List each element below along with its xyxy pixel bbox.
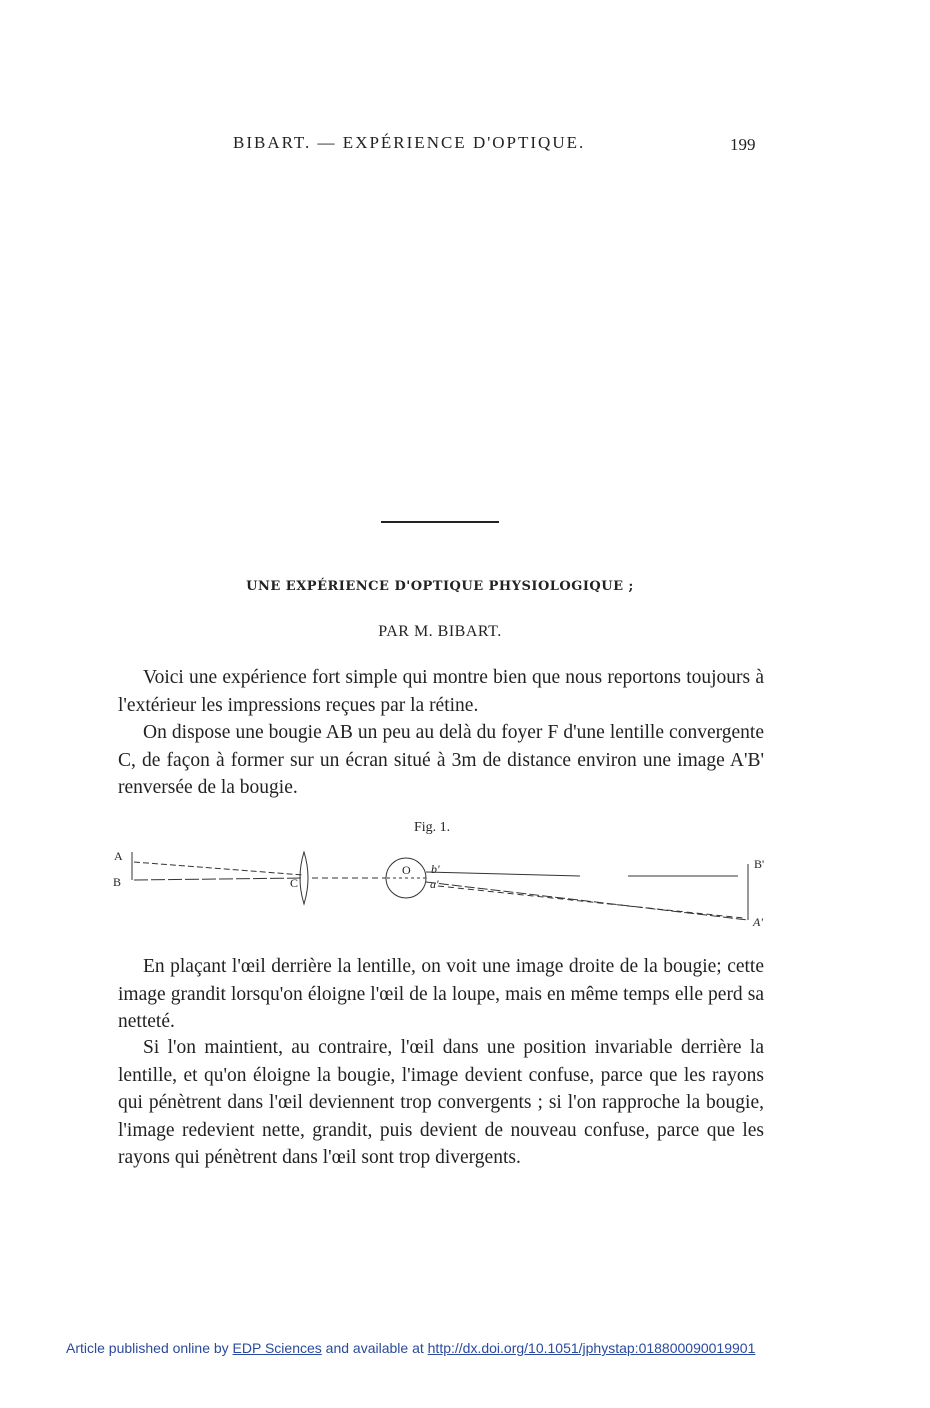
figure-caption: Fig. 1. [414,820,451,835]
separator-rule [381,521,499,523]
label-a-prime: A' [753,915,763,929]
page-number: 199 [730,135,756,154]
label-b: B [113,875,122,889]
doi-link[interactable]: http://dx.doi.org/10.1051/jphystap:018800090019901 [427,1340,756,1356]
paragraph-4 [118,1034,764,1172]
footer-notice [66,1340,755,1356]
publisher-link[interactable]: EDP Sciences [232,1340,322,1356]
paragraph-1-text: Voici une expérience fort simple qui montre bien que nous reportons toujours à l'extérieur les impressions reçues par la rétine. [118,667,764,716]
running-header: BIBART. — EXPÉRIENCE D'OPTIQUE. [233,133,586,152]
article-title: UNE EXPÉRIENCE D'OPTIQUE PHYSIOLOGIQUE ; [246,579,634,594]
paragraph-4-text: Si l'on maintient, au contraire, l'œil dans une position invariable derrière la lentille, et qu'on éloigne la bougie, l'image devient confuse, parce que les rayons qui pénètrent dans l'œil deviennent trop convergents ; si l'on rapproche la bougie, l'image redevient nette, grandit, puis devient de nouveau confuse, parce que les rayons qui pénètrent dans l'œil sont trop divergents. [118,1037,764,1168]
ray-upper [134,862,303,875]
ray-lower [134,878,303,880]
paragraph-3-text: En plaçant l'œil derrière la lentille, on voit une image droite de la bougie; cette image grandit lorsqu'on éloigne l'œil de la loupe, mais en même temps elle perd sa netteté. [118,956,764,1032]
footer-prefix: Article published online by [66,1340,233,1356]
label-b-small: b' [431,862,440,876]
article-author: PAR M. BIBART. [378,623,502,640]
label-a: A [114,849,123,863]
label-o: O [402,863,411,877]
paragraph-2-text: On dispose une bougie AB un peu au delà du foyer F d'une lentille convergente C, de façon à former sur un écran situé à 3m de distance environ une image A'B' renversée de la bougie. [118,722,764,798]
label-c: C [290,876,299,890]
ray-to-screen-upper [426,872,580,876]
lens-c-shape [300,852,308,904]
optics-figure [108,842,778,932]
ray-to-screen-lower [426,882,748,920]
paragraph-1 [118,664,764,719]
label-a-small: a' [430,877,439,891]
footer-middle: and available at [321,1340,428,1356]
paragraph-2 [118,719,764,802]
paragraph-3 [118,953,764,1036]
label-b-prime: B' [754,857,765,871]
